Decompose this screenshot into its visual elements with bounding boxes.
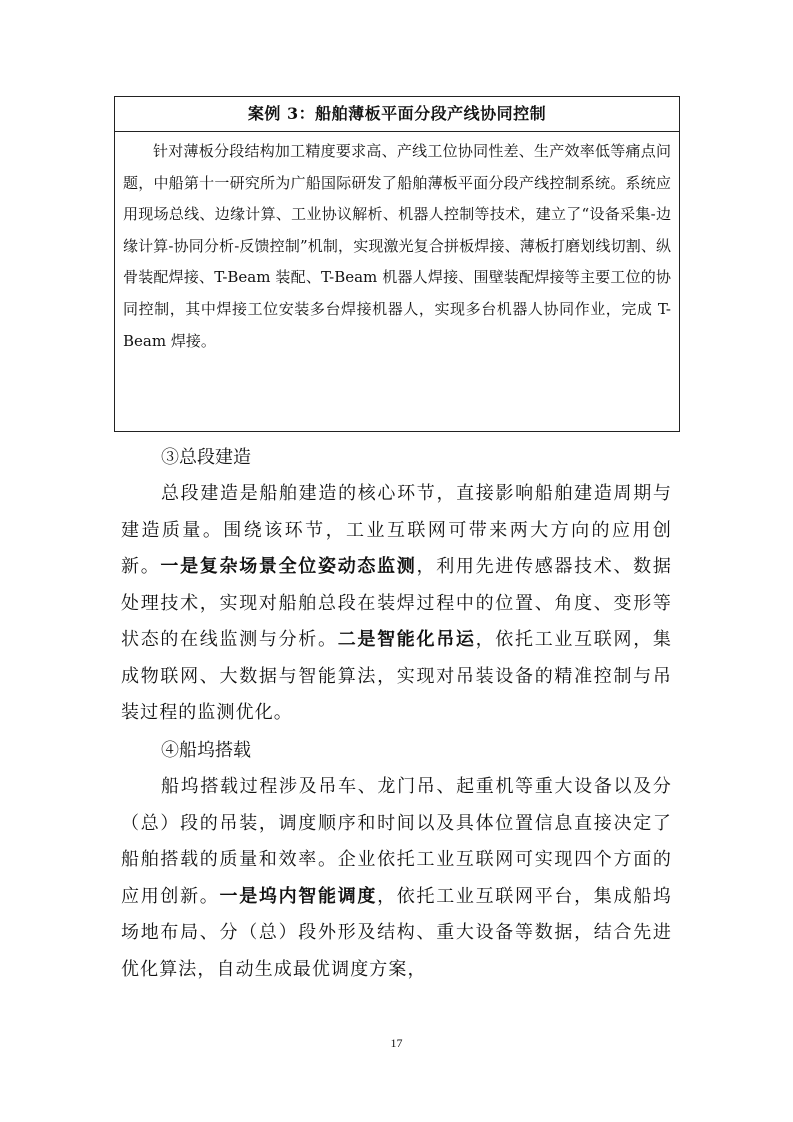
paragraph-text: 船坞搭载过程涉及吊车、龙门吊、起重机等重大设备以及分（总）段的吊装，调度顺序和时间以及具体位置信息直接决定了船舶搭载的质量和效率。企业依托工业互联网可实现四个方面的应用创新。 <box>121 776 672 907</box>
highlight-text: 一是坞内智能调度 <box>219 885 378 907</box>
case-study-title: 案例 3：船舶薄板平面分段产线协同控制 <box>115 97 679 132</box>
paragraph-text: ，依托工业互联网，集成物联网、大数据与智能算法，实现对吊装设备的精准控制与吊装过程的监测优化。 <box>121 629 673 723</box>
paragraph-text: ，依托工业互联网平台，集成船坞场地布局、分（总）段外形及结构、重大设备等数据，结合先进优化算法，自动生成最优调度方案， <box>121 885 673 980</box>
section-heading: ③总段建造 <box>161 447 251 468</box>
section-dock-erection <box>121 733 672 988</box>
page-number: 17 <box>390 1036 403 1050</box>
highlight-text: 二是智能化吊运 <box>337 629 476 650</box>
paragraph-text: 总段建造是船舶建造的核心环节，直接影响船舶建造周期与建造质量。围绕该环节，工业互联网可带来两大方向的应用创新。 <box>121 483 672 577</box>
section-hull-block-construction <box>121 440 672 732</box>
paragraph-text: ，利用先进传感器技术、数据处理技术，实现对船舶总段在装焊过程中的位置、角度、变形等状态的在线监测与分析。 <box>121 556 672 650</box>
highlight-text: 一是复杂场景全位姿动态监测 <box>160 556 417 577</box>
section-heading: ④船坞搭载 <box>161 740 251 761</box>
section-paragraph <box>121 476 672 732</box>
section-paragraph <box>121 769 672 988</box>
case-study-box <box>114 96 680 432</box>
case-study-body: 针对薄板分段结构加工精度要求高、产线工位协同性差、生产效率低等痛点问题，中船第十一研究所为广船国际研发了船舶薄板平面分段产线控制系统。系统应用现场总线、边缘计算、工业协议解析、机器人控制等技术，建立了“设备采集-边缘计算-协同分析-反馈控制”机制，实现激光复合拼板焊接、薄板打磨划线切割、纵骨装配焊接、T-Beam 装配、T-Beam 机器人焊接、围壁装配焊接等主要工位的协同控制，其中焊接工位安装多台焊接机器人，实现多台机器人协同作业，完成 T-Beam 焊接。 <box>123 142 671 350</box>
